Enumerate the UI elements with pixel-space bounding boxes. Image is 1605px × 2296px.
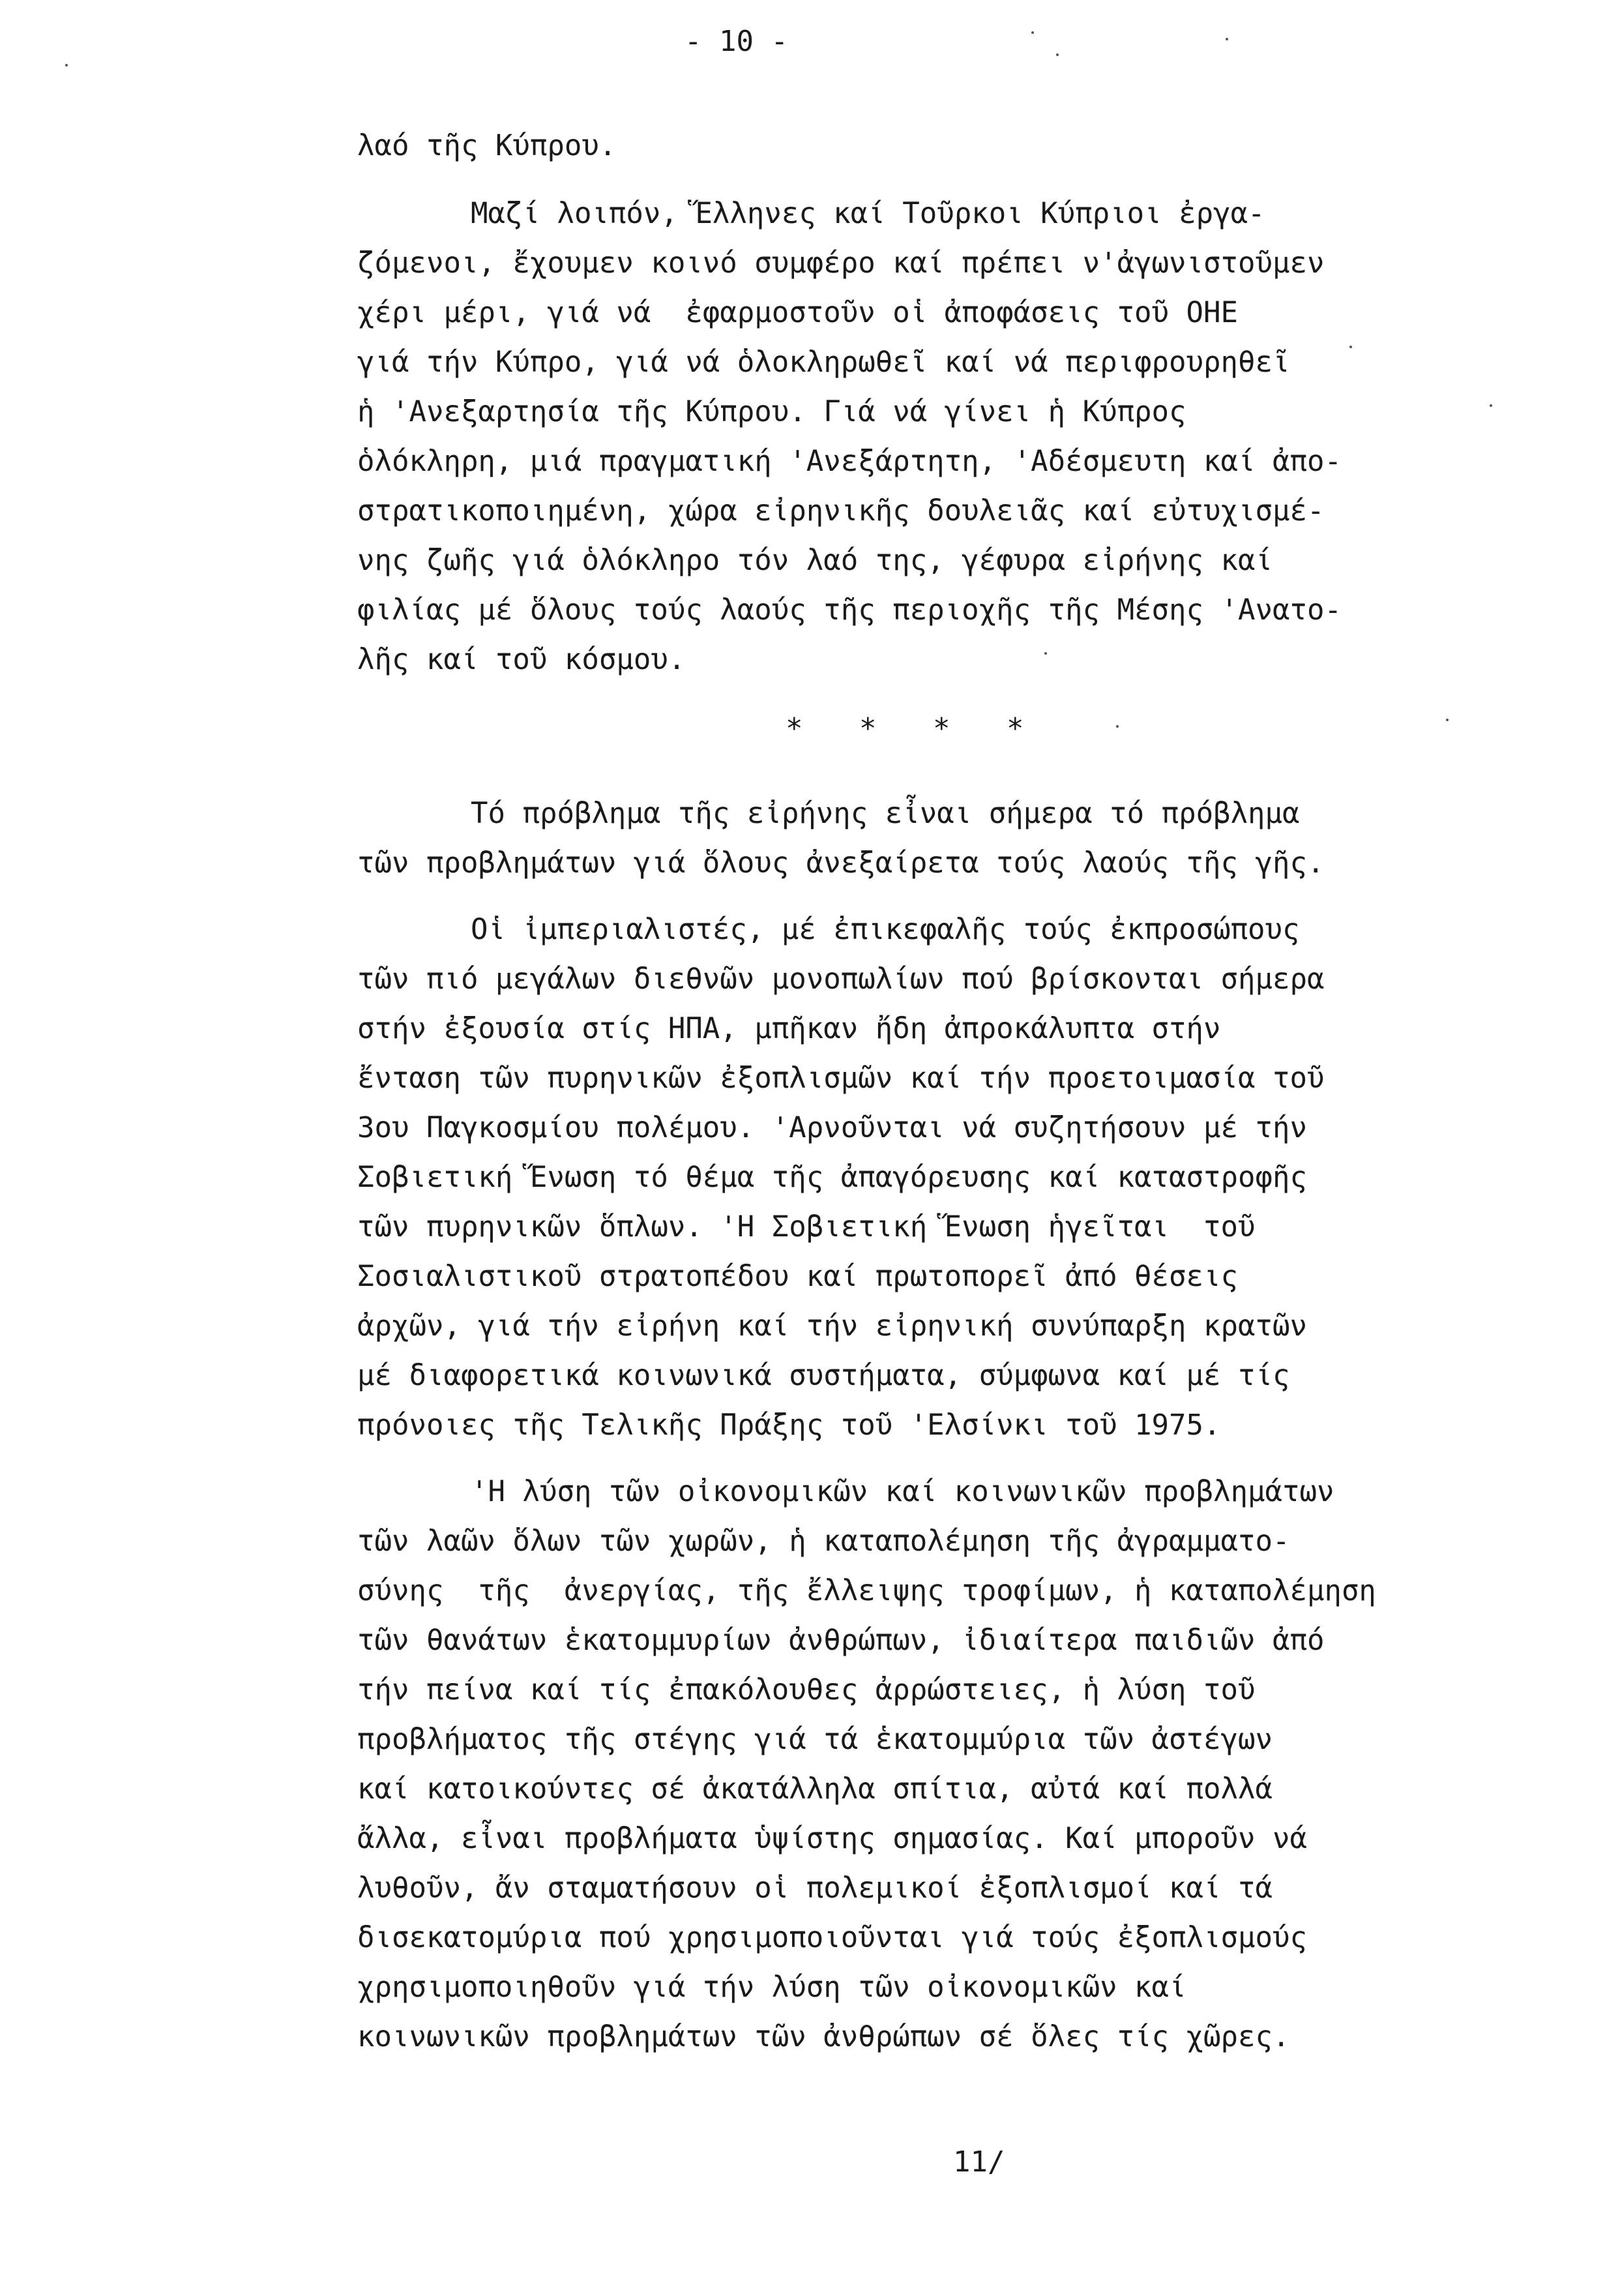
- text-line: λαό τῆς Κύπρου.: [357, 129, 617, 162]
- text-line: δισεκατομύρια πού χρησιμοποιοῦνται γιά τούς ἐξοπλισμούς: [357, 1921, 1307, 1954]
- text-line: τῶν θανάτων ἑκατομμυρίων ἀνθρώπων, ἰδιαίτερα παιδιῶν ἀπό: [357, 1624, 1325, 1657]
- text-line: γιά τήν Κύπρο, γιά νά ὁλοκληρωθεῖ καί νά περιφρουρηθεῖ: [357, 346, 1290, 379]
- text-line: τῶν πιό μεγάλων διεθνῶν μονοπωλίων πού βρίσκονται σήμερα: [357, 962, 1325, 996]
- text-line: Μαζί λοιπόν, Ἕλληνες καί Τοῦρκοι Κύπριοι ἐργα-: [471, 197, 1265, 230]
- text-line: 3ου Παγκοσμίου πολέμου. 'Αρνοῦνται νά συζητήσουν μέ τήν: [357, 1111, 1307, 1144]
- text-line: ζόμενοι, ἔχουμεν κοινό συμφέρο καί πρέπει ν'ἀγωνιστοῦμεν: [357, 246, 1325, 280]
- scan-speck: [65, 64, 68, 67]
- text-line: λυθοῦν, ἄν σταματήσουν οἱ πολεμικοί ἐξοπλισμοί καί τά: [357, 1871, 1273, 1905]
- text-line: χέρι μέρι, γιά νά ἐφαρμοστοῦν οἱ ἀποφάσεις τοῦ ΟΗΕ: [357, 296, 1239, 329]
- text-line: κοινωνικῶν προβλημάτων τῶν ἀνθρώπων σέ ὅλες τίς χῶρες.: [357, 2020, 1290, 2053]
- scan-speck: [1116, 725, 1119, 728]
- scan-speck: [1226, 38, 1228, 40]
- text-line: μέ διαφορετικά κοινωνικά συστήματα, σύμφωνα καί μέ τίς: [357, 1359, 1290, 1392]
- text-line: νης ζωῆς γιά ὁλόκληρο τόν λαό της, γέφυρα εἰρήνης καί: [357, 544, 1273, 577]
- text-line: ἔνταση τῶν πυρηνικῶν ἐξοπλισμῶν καί τήν προετοιμασία τοῦ: [357, 1062, 1325, 1095]
- scan-speck: [1349, 346, 1352, 348]
- scan-speck: [1490, 404, 1492, 407]
- text-line: στήν ἐξουσία στίς ΗΠΑ, μπῆκαν ἤδη ἀπροκάλυπτα στήν: [357, 1012, 1221, 1045]
- text-line: ἡ 'Ανεξαρτησία τῆς Κύπρου. Γιά νά γίνει ἡ Κύπρος: [357, 395, 1186, 428]
- scan-speck: [1031, 31, 1034, 34]
- text-line: πρόνοιες τῆς Τελικῆς Πράξης τοῦ 'Ελσίνκι τοῦ 1975.: [357, 1409, 1221, 1442]
- text-line: προβλήματος τῆς στέγης γιά τά ἑκατομμύρια τῶν ἀστέγων: [357, 1723, 1273, 1756]
- page-number: - 10 -: [685, 25, 788, 58]
- next-page-marker: 11/: [953, 2145, 1005, 2179]
- text-line: τῶν πυρηνικῶν ὅπλων. 'Η Σοβιετική Ἕνωση ἡγεῖται τοῦ: [357, 1210, 1256, 1244]
- text-line: λῆς καί τοῦ κόσμου.: [357, 643, 686, 676]
- text-line: φιλίας μέ ὅλους τούς λαούς τῆς περιοχῆς τῆς Μέσης 'Ανατο-: [357, 593, 1342, 627]
- text-line: χρησιμοποιηθοῦν γιά τήν λύση τῶν οἰκονομικῶν καί: [357, 1971, 1186, 2004]
- text-line: ὁλόκληρη, μιά πραγματική 'Ανεξάρτητη, 'Αδέσμευτη καί ἀπο-: [357, 445, 1342, 478]
- text-line: Σοσιαλιστικοῦ στρατοπέδου καί πρωτοπορεῖ ἀπό θέσεις: [357, 1260, 1239, 1293]
- section-separator-stars: * * * *: [786, 712, 1044, 745]
- text-line: Σοβιετική Ἕνωση τό θέμα τῆς ἀπαγόρευσης καί καταστροφῆς: [357, 1161, 1307, 1194]
- scan-speck: [1446, 719, 1449, 721]
- text-line: ἄλλα, εἶναι προβλήματα ὑψίστης σημασίας. Καί μποροῦν νά: [357, 1822, 1307, 1855]
- text-line: καί κατοικούντες σέ ἀκατάλληλα σπίτια, αὐτά καί πολλά: [357, 1772, 1273, 1806]
- scan-speck: [1044, 652, 1047, 655]
- text-line: Τό πρόβλημα τῆς εἰρήνης εἶναι σήμερα τό πρόβλημα: [471, 797, 1300, 830]
- text-line: ἀρχῶν, γιά τήν εἰρήνη καί τήν εἰρηνική συνύπαρξη κρατῶν: [357, 1309, 1307, 1343]
- text-line: 'Η λύση τῶν οἰκονομικῶν καί κοινωνικῶν προβλημάτων: [471, 1475, 1334, 1508]
- scan-speck: [1056, 53, 1059, 56]
- text-line: τήν πείνα καί τίς ἐπακόλουθες ἀρρώστειες, ἡ λύση τοῦ: [357, 1673, 1256, 1707]
- text-line: Οἱ ἰμπεριαλιστές, μέ ἐπικεφαλῆς τούς ἐκπροσώπους: [471, 913, 1300, 946]
- text-line: σύνης τῆς ἀνεργίας, τῆς ἔλλειψης τροφίμων, ἡ καταπολέμηση: [357, 1574, 1376, 1607]
- text-line: στρατικοποιημένη, χώρα εἰρηνικῆς δουλειᾶς καί εὐτυχισμέ-: [357, 494, 1325, 528]
- text-line: τῶν προβλημάτων γιά ὅλους ἀνεξαίρετα τούς λαούς τῆς γῆς.: [357, 846, 1325, 880]
- text-line: τῶν λαῶν ὅλων τῶν χωρῶν, ἡ καταπολέμηση τῆς ἀγραμματο-: [357, 1525, 1290, 1558]
